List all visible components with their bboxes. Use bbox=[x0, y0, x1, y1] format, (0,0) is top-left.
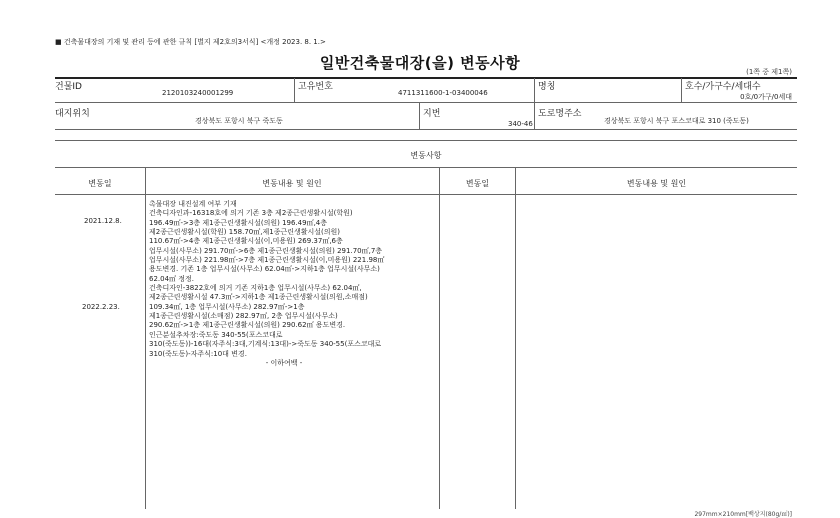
page-info: (1쪽 중 제1쪽) bbox=[746, 68, 792, 76]
header-rule bbox=[55, 194, 797, 195]
change-line: 310(죽도동)-자주식:10대 변경. bbox=[149, 349, 247, 358]
lot-label: 지번 bbox=[423, 109, 441, 119]
change-line: 건축디자인-3822호에 의거 기존 지하1층 업무시설(사무소) 62.04㎡, bbox=[149, 284, 362, 293]
change-line: 건축디자인과-16318호에 의거 기존 3층 제2종근린생활시설(학원) bbox=[149, 209, 353, 218]
divider bbox=[294, 78, 295, 102]
section-rule bbox=[55, 140, 797, 141]
unique-no-value: 4711311600-1-03400046 bbox=[398, 89, 488, 97]
road-address-value: 경상북도 포항시 북구 포스코대로 310 (죽도동) bbox=[604, 117, 749, 125]
row-rule bbox=[55, 129, 797, 130]
divider bbox=[534, 78, 535, 102]
change-line: 인근분설추차장:죽도동 340-55(포스코대로 bbox=[149, 330, 283, 339]
row-rule bbox=[55, 102, 797, 103]
lot-value: 340-46 bbox=[508, 120, 533, 128]
end-mark: - 이하여백 - bbox=[265, 358, 303, 367]
change-content bbox=[149, 200, 439, 368]
change-date: 2021.12.8. bbox=[84, 217, 122, 225]
regulation-reference: ■ 건축물대장의 기재 및 관리 등에 관한 규칙 [별지 제2호의3서식] <개정 2023. 8. 1.> bbox=[55, 38, 326, 46]
location-label: 대지위치 bbox=[55, 109, 90, 119]
column-divider bbox=[515, 167, 516, 509]
column-divider bbox=[145, 167, 146, 509]
location-value: 경상북도 포항시 북구 죽도동 bbox=[195, 117, 283, 125]
document-title: 일반건축물대장(을) 변동사항 bbox=[319, 54, 521, 72]
change-line: 62.04㎡ 정정. bbox=[149, 274, 195, 283]
change-line: 110.67㎡->4층 제1종근린생활시설(이,미용원) 269.37㎡,6층 bbox=[149, 237, 343, 246]
change-line: 업무시설(사무소) 291.70㎡->6층 제1종근린생활시설(의원) 291.70㎡,7층 bbox=[149, 246, 383, 255]
change-line: 업무시설(사무소) 221.98㎡->7층 제1종근린생활시설(이,미용원) 221.98㎡ bbox=[149, 256, 385, 265]
change-line: 제1종근린생활시설(소매점) 282.97㎡, 2층 업무시설(사무소) bbox=[149, 312, 338, 321]
col-header-content: 변동내용 및 원인 bbox=[262, 179, 322, 188]
change-line: 제2종근린생활시설(학원) 158.70㎡,제1종근린생활시설(의원) bbox=[149, 228, 341, 237]
changes-section-title: 변동사항 bbox=[410, 151, 442, 160]
change-line: 109.34㎡, 1층 업무시설(사무소) 282.97㎡->1층 bbox=[149, 302, 305, 311]
units-value: 0호/0가구/0세대 bbox=[740, 93, 792, 101]
paper-spec: 297mm×210mm[백상지(80g/㎡)] bbox=[694, 511, 792, 518]
road-address-label: 도로명주소 bbox=[538, 109, 582, 119]
divider bbox=[534, 103, 535, 129]
col-header-content-2: 변동내용 및 원인 bbox=[626, 179, 687, 188]
col-header-date-2: 변동일 bbox=[465, 179, 490, 188]
building-id-value: 2120103240001299 bbox=[162, 89, 234, 97]
units-label: 호수/가구수/세대수 bbox=[685, 82, 761, 92]
change-line: 196.49㎡->3층 제1종근린생활시설(의원) 196.49㎡,4층 bbox=[149, 218, 328, 227]
change-line: 310(죽도동))-16대(자주식:3대,기계식:13대)->죽도동 340-55(포스코대로 bbox=[149, 340, 382, 349]
change-line: 제2종근린생활시설 47.3㎡->지하1층 제1종근린생활시설(의원,소매점) bbox=[149, 293, 368, 302]
col-header-date: 변동일 bbox=[88, 179, 112, 188]
name-label: 명칭 bbox=[538, 82, 556, 92]
change-line: 290.62㎡->1층 제1종근린생활시설(의원) 290.62㎡ 용도변경. bbox=[149, 321, 346, 330]
divider bbox=[681, 78, 682, 102]
column-divider bbox=[439, 167, 440, 509]
change-date: 2022.2.23. bbox=[82, 303, 120, 311]
divider bbox=[419, 103, 420, 129]
unique-no-label: 고유번호 bbox=[298, 82, 333, 92]
building-id-label: 건물ID bbox=[55, 82, 82, 92]
table-top-rule bbox=[55, 167, 797, 168]
change-line: 용도변경. 기존 1층 업무시설(사무소) 62.04㎡->지하1층 업무시설(사무소) bbox=[149, 265, 380, 274]
change-line: 촉물대장 내진설계 여부 기재 bbox=[149, 200, 237, 208]
